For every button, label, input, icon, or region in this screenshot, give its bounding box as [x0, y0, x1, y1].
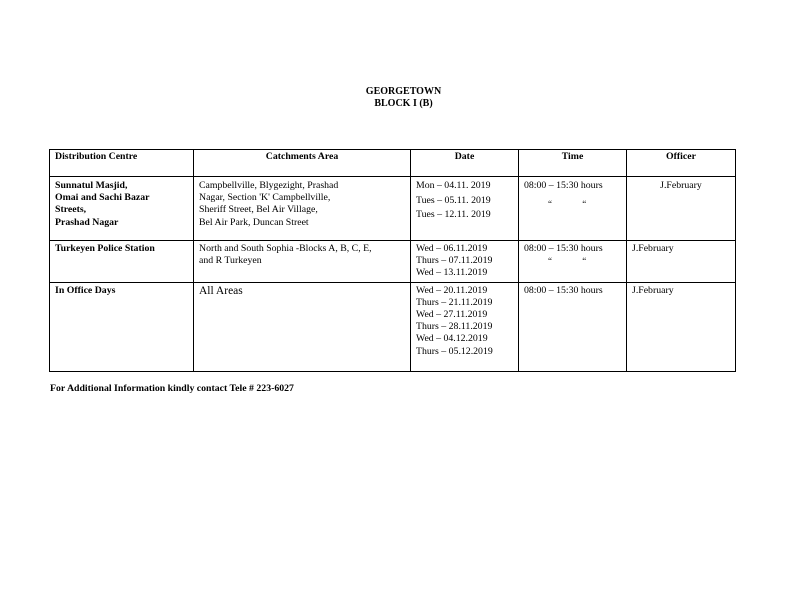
header-officer: Officer — [627, 150, 736, 177]
time-cell — [519, 177, 627, 241]
header-time: Time — [519, 150, 627, 177]
time-cell — [519, 282, 627, 371]
catchments-area-cell — [194, 282, 411, 371]
centre-line: Turkeyen Police Station — [55, 243, 155, 254]
document-heading — [0, 86, 792, 110]
centre-line: Omai and Sachi Bazar — [55, 192, 150, 204]
date-cell — [411, 282, 519, 371]
date-cell — [411, 177, 519, 241]
document-title: GEORGETOWN — [365, 86, 442, 97]
time-value: 08:00 – 15:30 hours — [524, 284, 603, 296]
distribution-centre-cell — [50, 177, 194, 241]
date-line: Thurs – 05.12.2019 — [416, 345, 493, 357]
date-line: Wed – 20.11.2019 — [416, 284, 488, 296]
date-line: Thurs – 21.11.2019 — [416, 296, 493, 308]
date-line: Thurs – 28.11.2019 — [416, 321, 493, 333]
date-line: Wed – 04.12.2019 — [416, 333, 488, 345]
contact-footer: For Additional Information kindly contact Tele # 223-6027 — [50, 383, 294, 394]
area-line: and R Turkeyen — [199, 255, 262, 267]
catchments-area-cell — [194, 177, 411, 241]
date-cell — [411, 241, 519, 283]
distribution-schedule-table — [49, 149, 736, 372]
area-line: All Areas — [199, 284, 243, 297]
date-line: Mon – 04.11. 2019 — [416, 180, 491, 191]
document-subtitle: BLOCK I (B) — [374, 98, 433, 109]
header-distribution-centre: Distribution Centre — [50, 150, 194, 177]
header-catchments-area: Catchments Area — [194, 150, 411, 177]
centre-line: Prashad Nagar — [55, 216, 119, 228]
centre-line: Streets, — [55, 204, 87, 216]
date-line: Wed – 06.11.2019 — [416, 243, 488, 254]
officer-cell: J.February — [627, 177, 736, 241]
area-line: Sheriff Street, Bel Air Village, — [199, 204, 318, 216]
header-date: Date — [411, 150, 519, 177]
centre-line: In Office Days — [55, 284, 116, 296]
date-line: Tues – 12.11. 2019 — [416, 209, 491, 221]
date-line: Wed – 27.11.2019 — [416, 309, 488, 321]
area-line: Campbellville, Blygezight, Prashad — [199, 180, 339, 191]
date-line: Tues – 05.11. 2019 — [416, 194, 491, 206]
officer-cell: J.February — [627, 241, 736, 283]
distribution-centre-cell — [50, 241, 194, 283]
table-row — [50, 282, 736, 371]
ditto-marks: “ “ — [548, 199, 587, 210]
area-line: Nagar, Section 'K' Campbellville, — [199, 192, 331, 204]
centre-line: Sunnatul Masjid, — [55, 180, 128, 191]
date-line: Thurs – 07.11.2019 — [416, 255, 493, 267]
catchments-area-cell — [194, 241, 411, 283]
area-line: North and South Sophia -Blocks A, B, C, E, — [199, 243, 372, 254]
table-header-row — [50, 150, 736, 177]
table-row — [50, 241, 736, 283]
time-value: 08:00 – 15:30 hours — [524, 180, 603, 191]
officer-cell: J.February — [627, 282, 736, 371]
distribution-centre-cell — [50, 282, 194, 371]
date-line: Wed – 13.11.2019 — [416, 267, 488, 279]
ditto-marks: “ “ — [548, 256, 587, 267]
time-value: 08:00 – 15:30 hours — [524, 243, 603, 254]
table-row — [50, 177, 736, 241]
area-line: Bel Air Park, Duncan Street — [199, 216, 309, 228]
time-cell — [519, 241, 627, 283]
